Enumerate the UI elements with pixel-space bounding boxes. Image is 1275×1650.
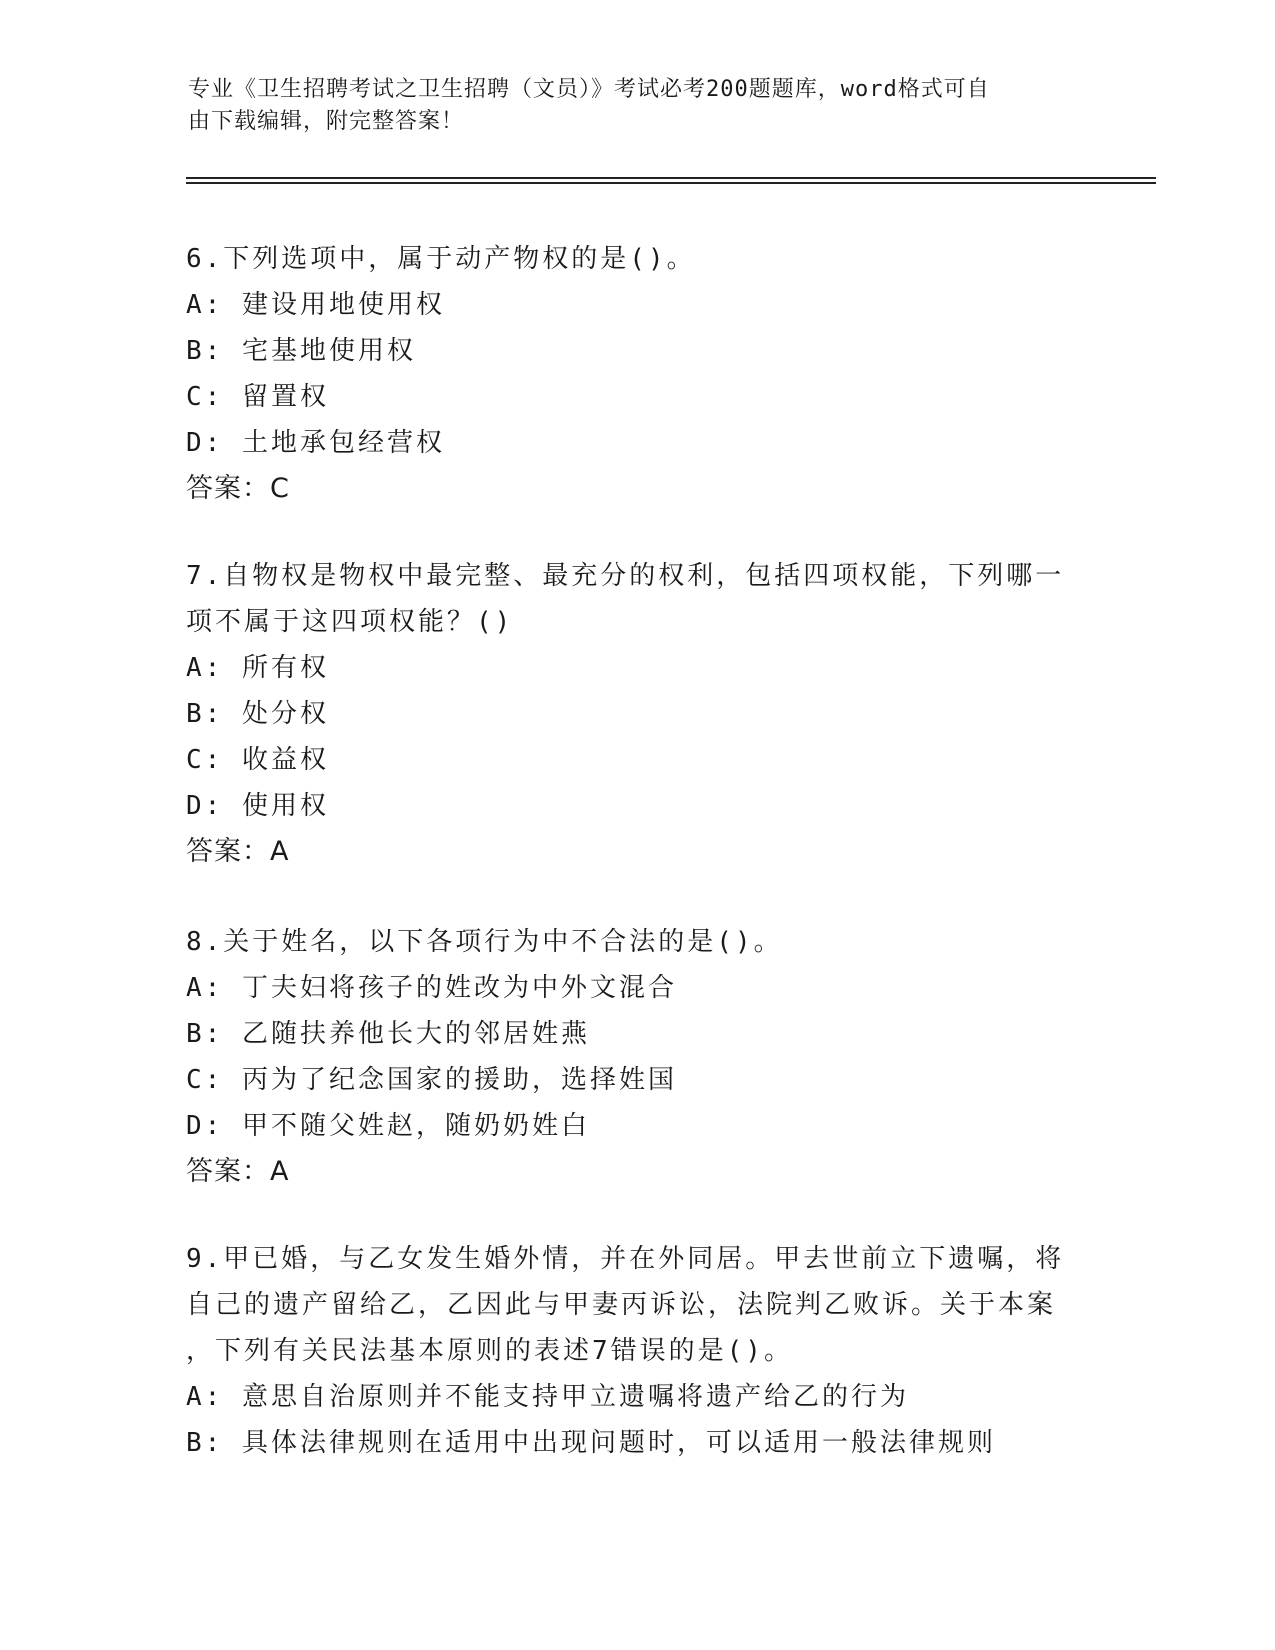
question-stem-continued: ，下列有关民法基本原则的表述7错误的是()。	[186, 1336, 793, 1366]
option-b: B: 具体法律规则在适用中出现问题时，可以适用一般法律规则	[186, 1428, 996, 1458]
document-header	[188, 74, 1068, 138]
question-stem: 8.关于姓名，以下各项行为中不合法的是()。	[186, 927, 783, 957]
answer: 答案：A	[186, 836, 290, 867]
question-stem-continued: 自己的遗产留给乙，乙因此与甲妻丙诉讼，法院判乙败诉。关于本案	[186, 1290, 1057, 1320]
option-a: A: 建设用地使用权	[186, 290, 445, 320]
option-c: C: 留置权	[186, 382, 329, 412]
header-line-2: 由下载编辑，附完整答案！	[188, 109, 465, 134]
question-8	[186, 919, 1086, 1195]
option-d: D: 使用权	[186, 791, 329, 821]
option-b: B: 宅基地使用权	[186, 336, 416, 366]
header-divider-top	[186, 177, 1156, 179]
option-a: A: 意思自治原则并不能支持甲立遗嘱将遗产给乙的行为	[186, 1382, 909, 1412]
question-stem: 9.甲已婚，与乙女发生婚外情，并在外同居。甲去世前立下遗嘱，将	[186, 1244, 1065, 1274]
option-a: A: 所有权	[186, 653, 329, 683]
option-b: B: 处分权	[186, 699, 329, 729]
question-stem: 6.下列选项中，属于动产物权的是()。	[186, 244, 696, 274]
question-9	[186, 1236, 1086, 1466]
question-7	[186, 553, 1086, 875]
option-b: B: 乙随扶养他长大的邻居姓燕	[186, 1019, 590, 1049]
option-c: C: 收益权	[186, 745, 329, 775]
question-stem: 7.自物权是物权中最完整、最充分的权利，包括四项权能，下列哪一	[186, 561, 1065, 591]
option-d: D: 甲不随父姓赵，随奶奶姓白	[186, 1111, 590, 1141]
question-stem-continued: 项不属于这四项权能？()	[186, 607, 514, 637]
answer: 答案：A	[186, 1156, 290, 1187]
header-divider-bottom	[186, 182, 1156, 184]
option-a: A: 丁夫妇将孩子的姓改为中外文混合	[186, 973, 677, 1003]
question-6	[186, 236, 1086, 512]
option-d: D: 土地承包经营权	[186, 428, 445, 458]
answer: 答案：C	[186, 473, 290, 504]
option-c: C: 丙为了纪念国家的援助，选择姓国	[186, 1065, 677, 1095]
header-line-1: 专业《卫生招聘考试之卫生招聘（文员）》考试必考200题题库，word格式可自	[188, 77, 990, 102]
